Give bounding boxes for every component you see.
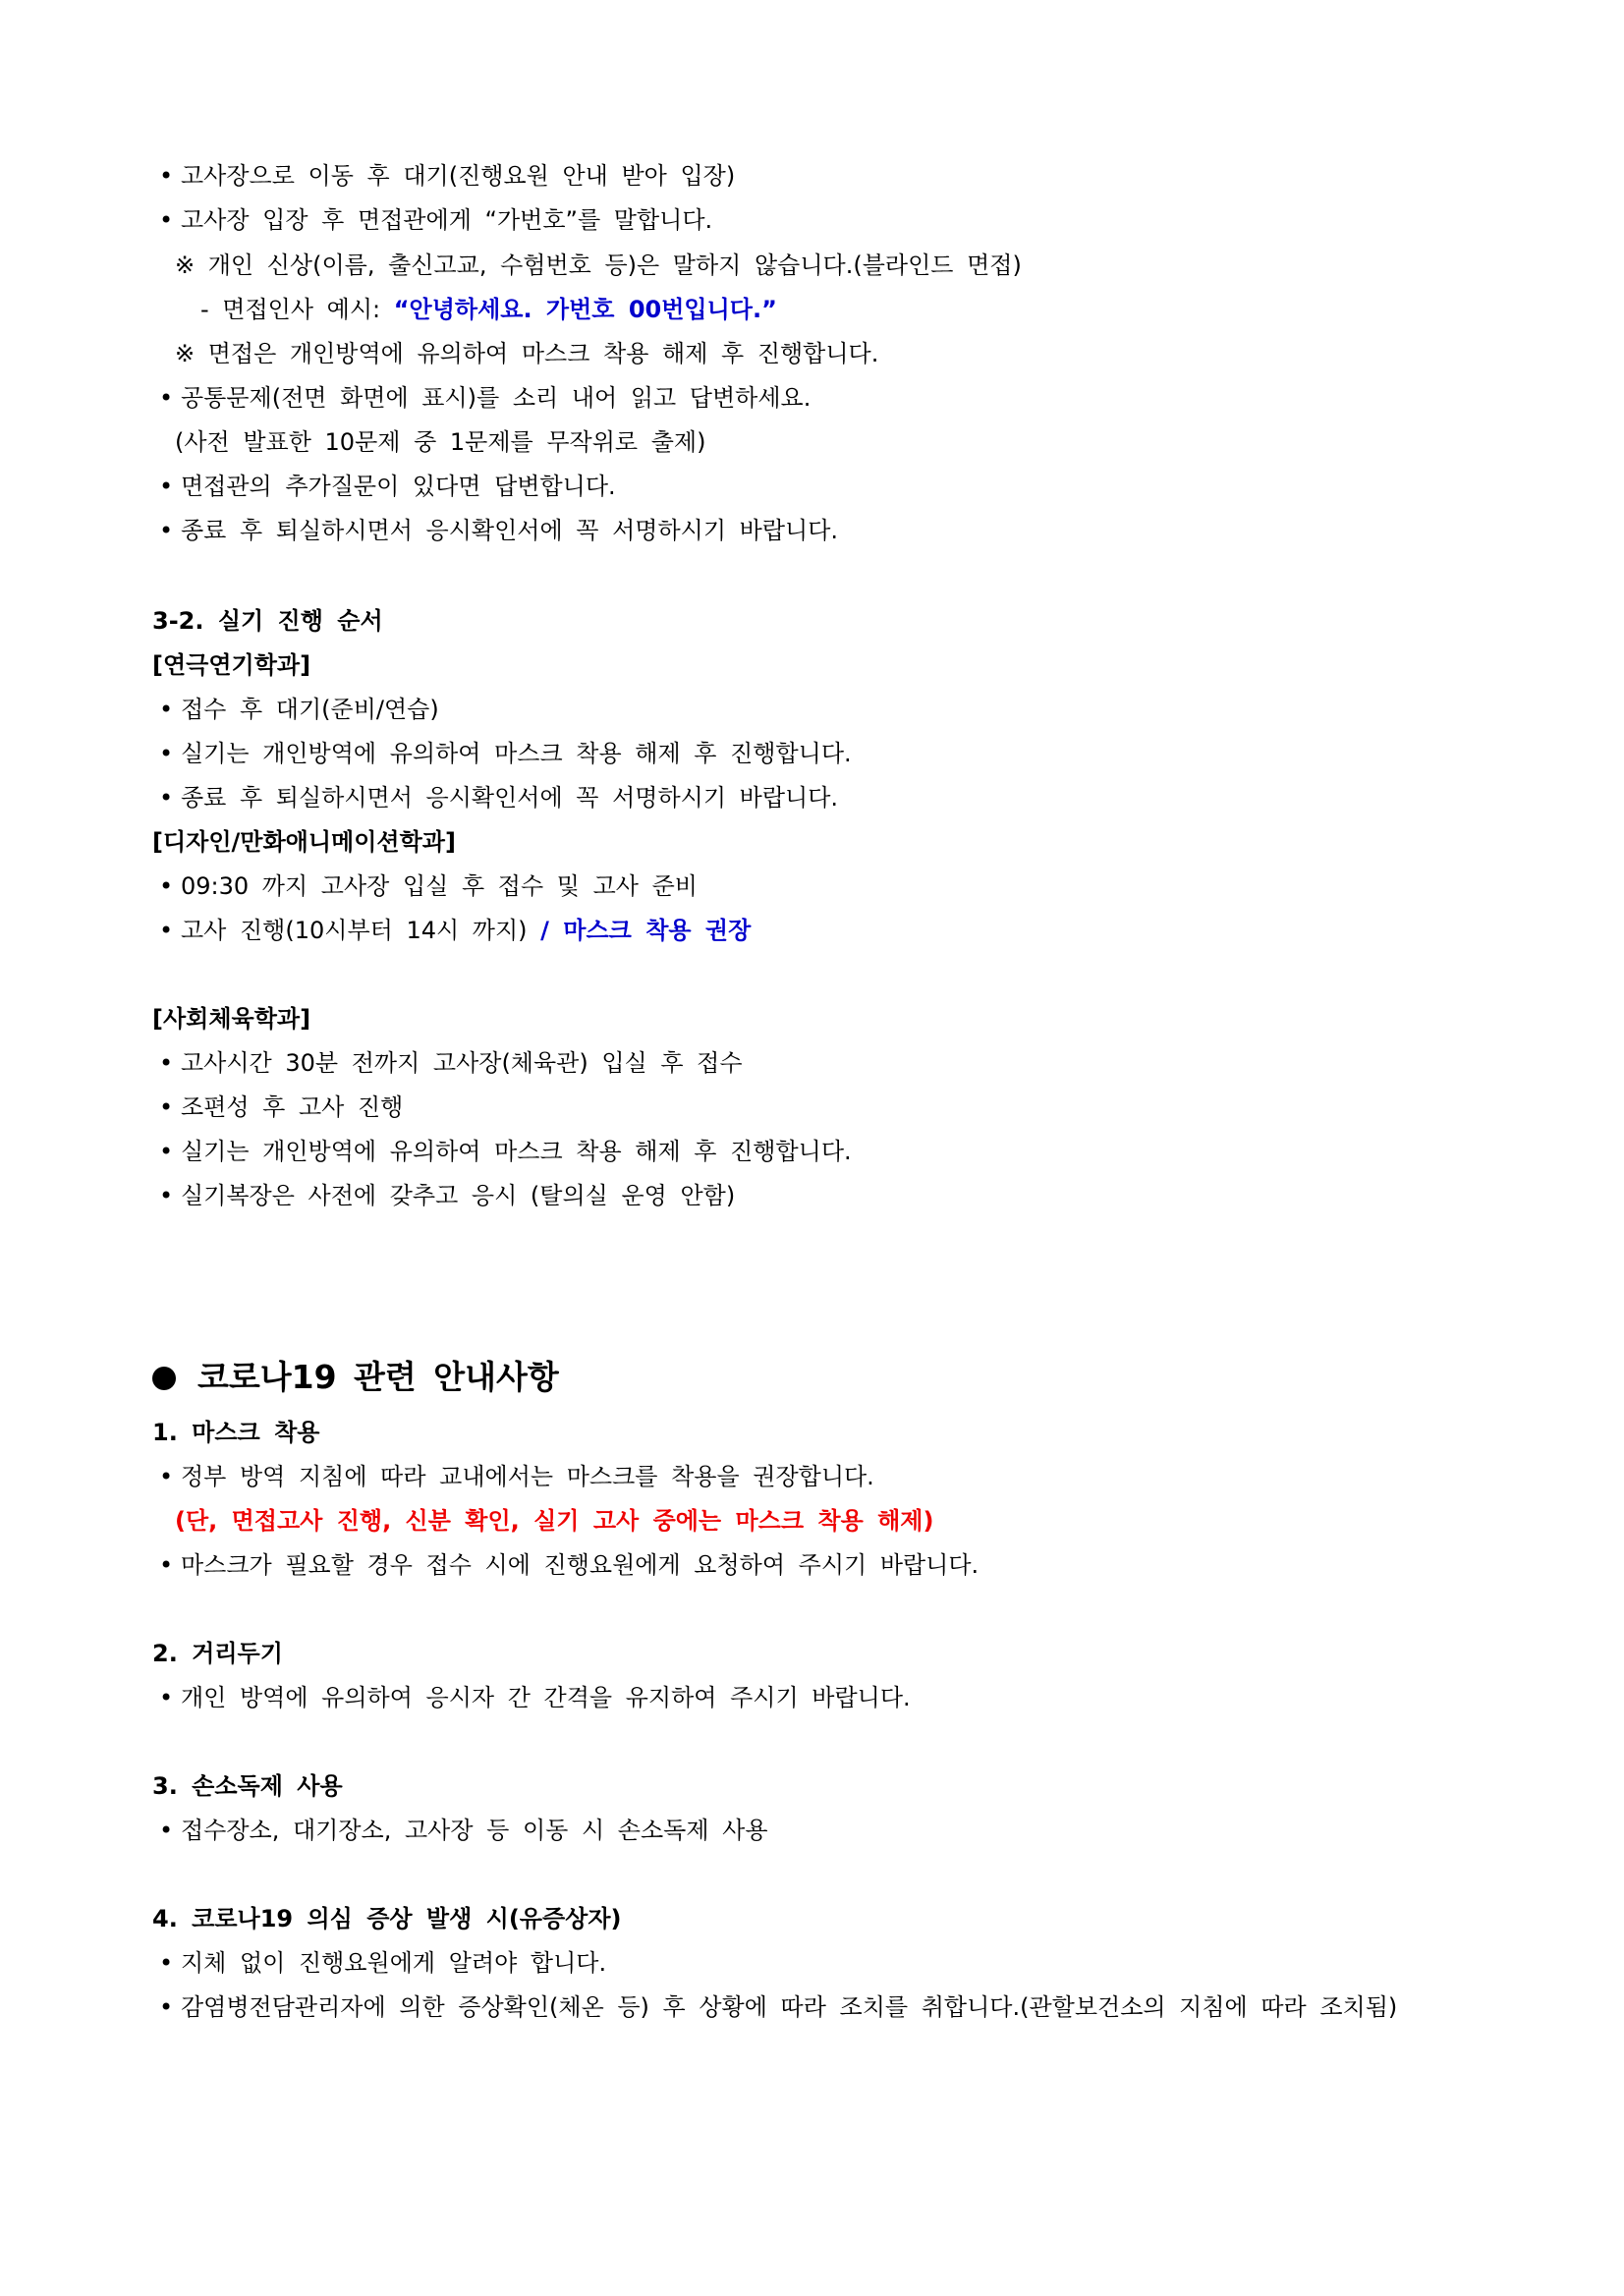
mask-heading: 1. 마스크 착용 — [152, 1419, 320, 1446]
list-item: • 감염병전담관리자에 의한 증상확인(체온 등) 후 상황에 따라 조치를 취합니다.(관할보건소의 지침에 따라 조치됨) — [159, 1992, 1397, 2022]
list-item: • 지체 없이 진행요원에게 알려야 합니다. — [159, 1948, 606, 1978]
list-item: • 종료 후 퇴실하시면서 응시확인서에 꼭 서명하시기 바랍니다. — [159, 783, 838, 812]
design-dept-title: [디자인/만화애니메이션학과] — [152, 828, 456, 856]
design-schedule-text: 고사 진행(10시부터 14시 까지) — [181, 917, 541, 944]
interview-note-2: ※ 면접은 개인방역에 유의하여 마스크 착용 해제 후 진행합니다. — [175, 340, 879, 367]
list-item: • 마스크가 필요할 경우 접수 시에 진행요원에게 요청하여 주시기 바랍니다. — [159, 1550, 979, 1580]
list-item: • 고사시간 30분 전까지 고사장(체육관) 입실 후 접수 — [159, 1048, 743, 1078]
bullet-dot-icon — [152, 1367, 176, 1390]
sanitizer-heading: 3. 손소독제 사용 — [152, 1772, 343, 1800]
covid-title-text: 코로나19 관련 안내사항 — [197, 1358, 559, 1396]
list-item: • 실기는 개인방역에 유의하여 마스크 착용 해제 후 진행합니다. — [159, 739, 852, 768]
greeting-example: “안녕하세요. 가번호 00번입니다.” — [393, 296, 777, 323]
distance-heading: 2. 거리두기 — [152, 1640, 283, 1667]
greeting-line — [200, 295, 777, 324]
interview-step-3-sub: (사전 발표한 10문제 중 1문제를 무작위로 출제) — [175, 428, 706, 456]
greeting-prefix: - 면접인사 예시: — [200, 296, 394, 323]
list-item: • 접수장소, 대기장소, 고사장 등 이동 시 손소독제 사용 — [159, 1816, 768, 1845]
list-item: • 정부 방역 지침에 따라 교내에서는 마스크를 착용을 권장합니다. — [159, 1462, 874, 1491]
design-schedule-item — [159, 916, 751, 945]
practical-heading: 3-2. 실기 진행 순서 — [152, 607, 383, 635]
mask-warning: (단, 면접고사 진행, 신분 확인, 실기 고사 중에는 마스크 착용 해제) — [175, 1507, 934, 1535]
interview-step-3: • 공통문제(전면 화면에 표시)를 소리 내어 읽고 답변하세요. — [159, 383, 811, 413]
list-item: • 09:30 까지 고사장 입실 후 접수 및 고사 준비 — [159, 871, 698, 901]
interview-step-2: • 고사장 입장 후 면접관에게 “가번호”를 말합니다. — [159, 205, 712, 235]
list-item: • 개인 방역에 유의하여 응시자 간 간격을 유지하여 주시기 바랍니다. — [159, 1683, 911, 1712]
sports-dept-title: [사회체육학과] — [152, 1005, 311, 1033]
interview-note-1: ※ 개인 신상(이름, 출신고교, 수험번호 등)은 말하지 않습니다.(블라인드 면접) — [175, 252, 1022, 279]
mask-recommended-note: / 마스크 착용 권장 — [540, 917, 752, 944]
interview-step-1: • 고사장으로 이동 후 대기(진행요원 안내 받아 입장) — [159, 161, 735, 191]
interview-step-5: • 종료 후 퇴실하시면서 응시확인서에 꼭 서명하시기 바랍니다. — [159, 516, 838, 545]
list-item: • 실기복장은 사전에 갖추고 응시 (탈의실 운영 안함) — [159, 1181, 735, 1210]
list-item: • 조편성 후 고사 진행 — [159, 1092, 403, 1122]
interview-step-4: • 면접관의 추가질문이 있다면 답변합니다. — [159, 472, 616, 501]
list-item: • 접수 후 대기(준비/연습) — [159, 695, 439, 724]
symptoms-heading: 4. 코로나19 의심 증상 발생 시(유증상자) — [152, 1905, 622, 1932]
covid-section-title — [152, 1356, 559, 1399]
theater-dept-title: [연극연기학과] — [152, 651, 311, 679]
list-item: • 실기는 개인방역에 유의하여 마스크 착용 해제 후 진행합니다. — [159, 1137, 852, 1166]
